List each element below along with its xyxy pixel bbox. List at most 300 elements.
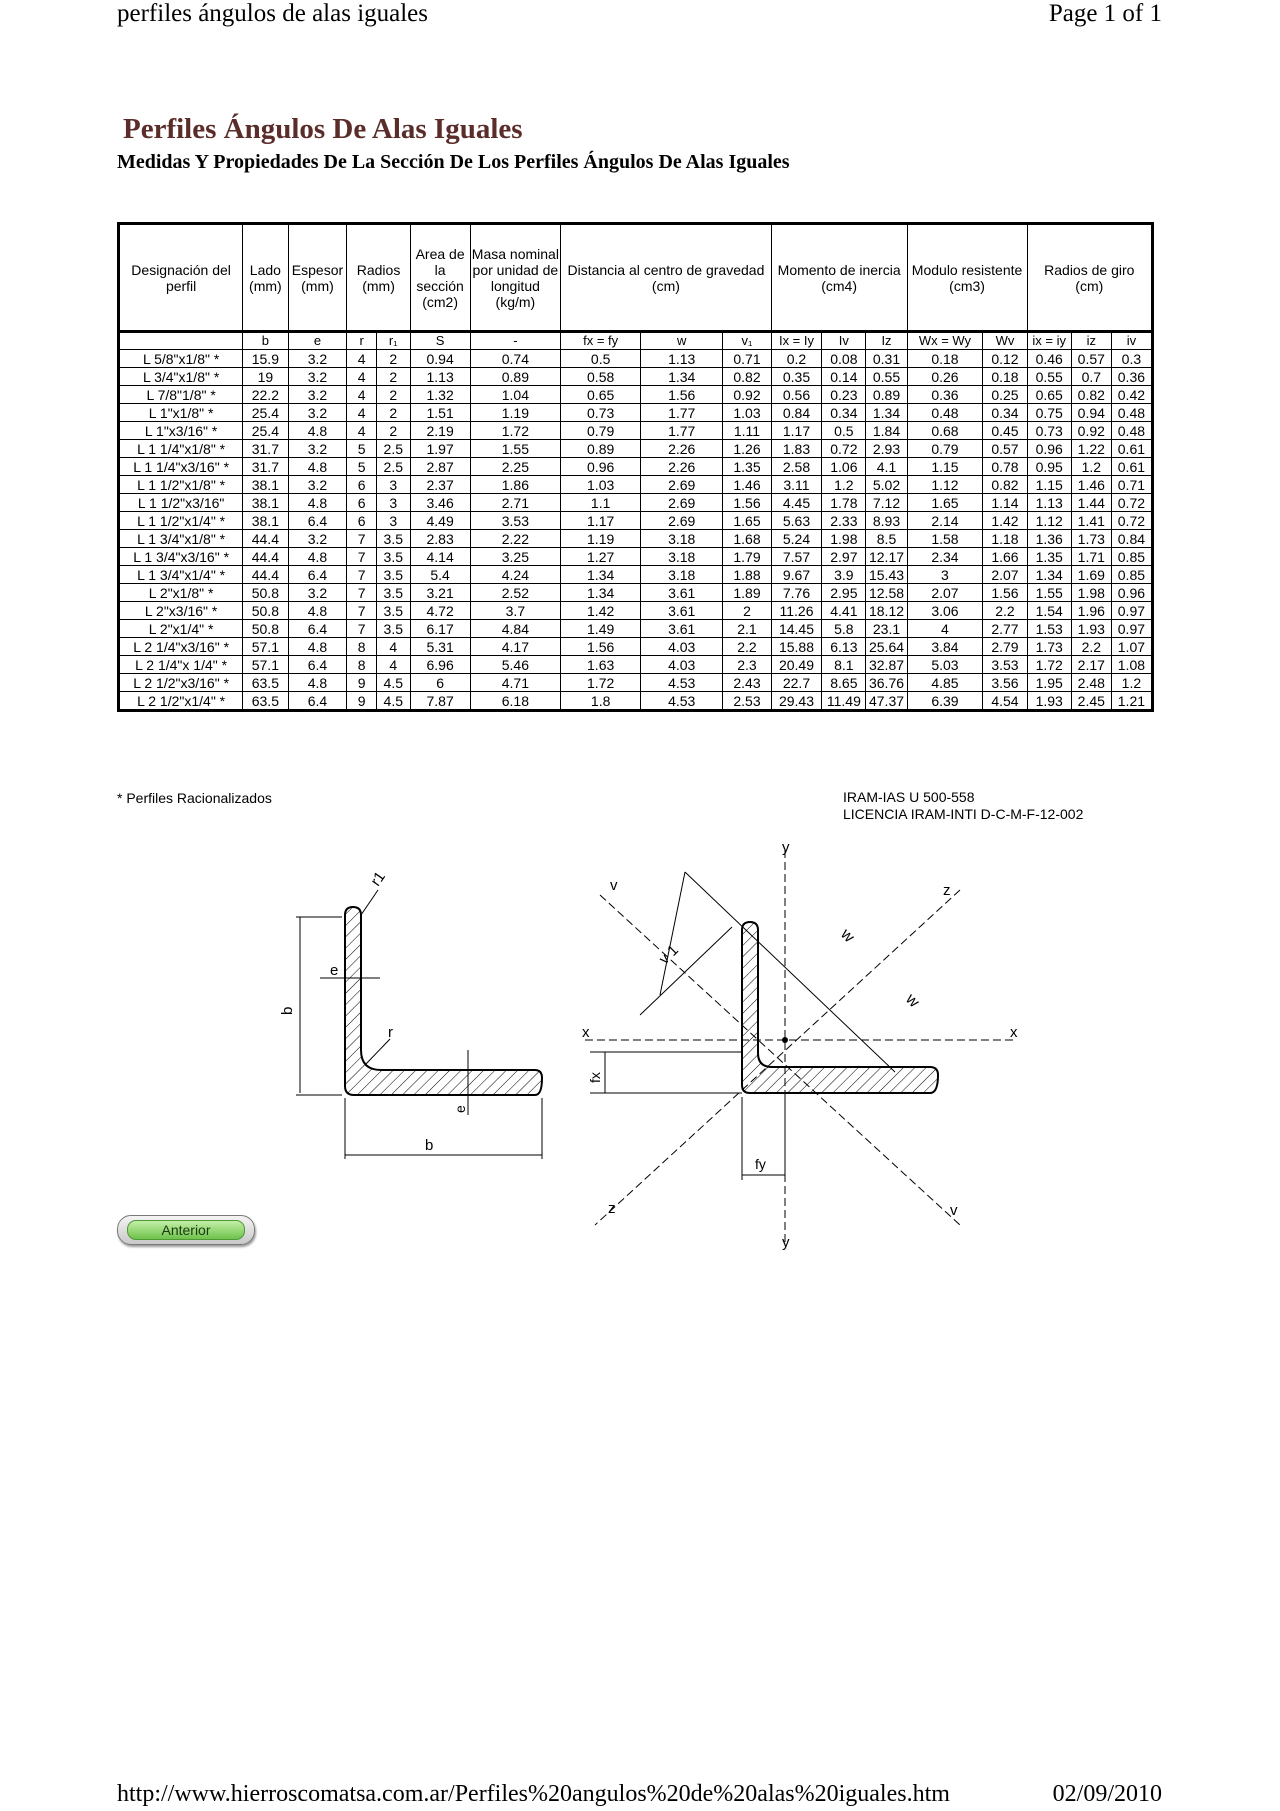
table-cell: 0.84 (771, 404, 822, 422)
table-cell: 57.1 (243, 656, 288, 674)
table-cell: 0.55 (866, 368, 907, 386)
table-cell: 3 (376, 494, 410, 512)
label-v-bottom: v (950, 1202, 958, 1219)
table-cell: 4 (347, 368, 376, 386)
table-cell: 0.48 (1111, 422, 1152, 440)
table-cell: 1.79 (723, 548, 771, 566)
table-cell: 7 (347, 602, 376, 620)
table-cell: 1.03 (723, 404, 771, 422)
table-cell: 1.18 (983, 530, 1027, 548)
table-cell: 1.07 (1111, 638, 1152, 656)
licencia-label: LICENCIA IRAM-INTI D-C-M-F-12-002 (843, 806, 1084, 822)
table-cell: 0.61 (1111, 458, 1152, 476)
table-cell: 1.89 (723, 584, 771, 602)
table-cell: 2.58 (771, 458, 822, 476)
table-cell: 36.76 (866, 674, 907, 692)
table-cell: 1.13 (410, 368, 470, 386)
table-cell: 2.14 (907, 512, 983, 530)
table-cell: 1.88 (723, 566, 771, 584)
table-cell: 3.11 (771, 476, 822, 494)
label-v1: v 1 (655, 941, 682, 968)
table-cell: 12.58 (866, 584, 907, 602)
table-cell: 3.53 (983, 656, 1027, 674)
table-cell: 22.7 (771, 674, 822, 692)
table-cell: 7.12 (866, 494, 907, 512)
properties-table (117, 222, 1154, 712)
table-cell: 1.35 (1027, 548, 1071, 566)
table-cell: 4.5 (376, 674, 410, 692)
symbol-cell: ix = iy (1027, 332, 1071, 350)
table-cell: 1.65 (907, 494, 983, 512)
table-cell: 1.68 (723, 530, 771, 548)
table-cell: 2 (723, 602, 771, 620)
table-cell: 1.04 (470, 386, 561, 404)
symbol-cell: e (288, 332, 347, 350)
header-distancia: Distancia al centro de gravedad (cm) (561, 224, 772, 332)
label-e-side: e (452, 1105, 468, 1113)
table-cell: 7 (347, 548, 376, 566)
table-cell: 1.54 (1027, 602, 1071, 620)
table-cell: 6.4 (288, 692, 347, 711)
profile-designation: L 1 1/2"x1/8" * (119, 476, 243, 494)
table-cell: 1.78 (822, 494, 866, 512)
symbol-cell: Wx = Wy (907, 332, 983, 350)
table-cell: 5.24 (771, 530, 822, 548)
table-cell: 5.03 (907, 656, 983, 674)
table-cell: 0.7 (1071, 368, 1111, 386)
table-cell: 5.31 (410, 638, 470, 656)
table-header-row (119, 224, 1153, 332)
header-lado: Lado (mm) (243, 224, 288, 332)
table-cell: 2 (376, 368, 410, 386)
table-cell: 2 (376, 386, 410, 404)
table-cell: 0.72 (822, 440, 866, 458)
table-cell: 5.4 (410, 566, 470, 584)
table-cell: 2.69 (641, 512, 723, 530)
table-cell: 8.1 (822, 656, 866, 674)
table-cell: 0.25 (983, 386, 1027, 404)
table-cell: 14.45 (771, 620, 822, 638)
symbol-cell: iz (1071, 332, 1111, 350)
label-r1: r1 (367, 868, 389, 890)
table-cell: 1.42 (561, 602, 641, 620)
table-cell: 2.83 (410, 530, 470, 548)
table-cell: 6.18 (470, 692, 561, 711)
table-cell: 2.52 (470, 584, 561, 602)
table-cell: 1.51 (410, 404, 470, 422)
table-cell: 0.5 (822, 422, 866, 440)
table-cell: 0.5 (561, 350, 641, 368)
table-cell: 2.25 (470, 458, 561, 476)
profile-designation: L 2 1/4"x3/16" * (119, 638, 243, 656)
table-cell: 63.5 (243, 674, 288, 692)
table-cell: 6.4 (288, 620, 347, 638)
table-cell: 4.24 (470, 566, 561, 584)
table-cell: 0.31 (866, 350, 907, 368)
table-cell: 1.13 (641, 350, 723, 368)
table-cell: 1.95 (1027, 674, 1071, 692)
table-cell: 3.5 (376, 530, 410, 548)
table-cell: 3.7 (470, 602, 561, 620)
symbol-cell: Wv (983, 332, 1027, 350)
table-cell: 2.2 (1071, 638, 1111, 656)
table-cell: 0.56 (771, 386, 822, 404)
table-cell: 6.39 (907, 692, 983, 711)
table-cell: 3.18 (641, 530, 723, 548)
table-cell: 0.78 (983, 458, 1027, 476)
table-cell: 0.36 (1111, 368, 1152, 386)
table-cell: 50.8 (243, 620, 288, 638)
table-cell: 12.17 (866, 548, 907, 566)
table-row (119, 656, 1153, 674)
table-cell: 47.37 (866, 692, 907, 711)
label-fy: fy (755, 1156, 766, 1172)
table-cell: 8.65 (822, 674, 866, 692)
table-cell: 3.56 (983, 674, 1027, 692)
anterior-button[interactable] (117, 1215, 255, 1245)
table-cell: 0.71 (1111, 476, 1152, 494)
table-cell: 1.56 (723, 494, 771, 512)
header-modulo: Modulo resistente (cm3) (907, 224, 1027, 332)
table-cell: 6 (410, 674, 470, 692)
table-cell: 1.11 (723, 422, 771, 440)
table-cell: 3.53 (470, 512, 561, 530)
profile-designation: L 7/8"1/8" * (119, 386, 243, 404)
table-cell: 0.82 (983, 476, 1027, 494)
symbol-cell: iv (1111, 332, 1152, 350)
table-cell: 0.89 (470, 368, 561, 386)
table-cell: 1.17 (561, 512, 641, 530)
table-cell: 0.2 (771, 350, 822, 368)
profile-designation: L 2"x1/4" * (119, 620, 243, 638)
table-cell: 3.9 (822, 566, 866, 584)
table-cell: 6.4 (288, 512, 347, 530)
label-b-horizontal: b (425, 1137, 434, 1154)
table-row (119, 674, 1153, 692)
table-cell: 8 (347, 638, 376, 656)
table-cell: 0.94 (1071, 404, 1111, 422)
header-radios-giro: Radios de giro (cm) (1027, 224, 1152, 332)
table-cell: 0.35 (771, 368, 822, 386)
label-fx: fx (587, 1072, 603, 1083)
table-cell: 1.73 (1027, 638, 1071, 656)
table-row (119, 638, 1153, 656)
symbol-cell (119, 332, 243, 350)
header-espesor: Espesor (mm) (288, 224, 347, 332)
table-cell: 2.37 (410, 476, 470, 494)
table-cell: 6 (347, 476, 376, 494)
table-cell: 0.71 (723, 350, 771, 368)
table-cell: 3.25 (470, 548, 561, 566)
footer-url: http://www.hierroscomatsa.com.ar/Perfiles%20angulos%20de%20alas%20iguales.htm (117, 1781, 950, 1807)
table-cell: 4.03 (641, 638, 723, 656)
table-cell: 1.15 (907, 458, 983, 476)
table-cell: 1.14 (983, 494, 1027, 512)
table-cell: 1.2 (822, 476, 866, 494)
angle-profile-diagram (270, 865, 560, 1160)
table-cell: 0.97 (1111, 602, 1152, 620)
table-cell: 0.57 (983, 440, 1027, 458)
table-cell: 1.15 (1027, 476, 1071, 494)
profile-designation: L 1 1/4"x1/8" * (119, 440, 243, 458)
table-cell: 3.5 (376, 602, 410, 620)
table-cell: 4.5 (376, 692, 410, 711)
table-cell: 0.72 (1111, 512, 1152, 530)
label-b-vertical: b (279, 1006, 296, 1015)
table-cell: 7 (347, 566, 376, 584)
header-masa: Masa nominal por unidad de longitud (kg/m) (470, 224, 561, 332)
table-cell: 2.53 (723, 692, 771, 711)
table-cell: 3.61 (641, 584, 723, 602)
table-cell: 4 (376, 638, 410, 656)
table-cell: 0.46 (1027, 350, 1071, 368)
table-cell: 15.43 (866, 566, 907, 584)
table-cell: 0.89 (866, 386, 907, 404)
table-cell: 3.2 (288, 476, 347, 494)
table-cell: 1.56 (983, 584, 1027, 602)
table-cell: 3.18 (641, 566, 723, 584)
table-cell: 4.54 (983, 692, 1027, 711)
table-cell: 2.26 (641, 458, 723, 476)
table-cell: 3.2 (288, 584, 347, 602)
table-cell: 4.53 (641, 692, 723, 711)
footnote-racionalizados: * Perfiles Racionalizados (117, 790, 272, 806)
profile-designation: L 2"x1/8" * (119, 584, 243, 602)
table-cell: 2.34 (907, 548, 983, 566)
table-cell: 4.14 (410, 548, 470, 566)
table-cell: 1.46 (1071, 476, 1111, 494)
table-cell: 4.17 (470, 638, 561, 656)
header-area: Area de la sección (cm2) (410, 224, 470, 332)
profile-designation: L 2"x3/16" * (119, 602, 243, 620)
profile-designation: L 1"x3/16" * (119, 422, 243, 440)
table-cell: 1.71 (1071, 548, 1111, 566)
table-cell: 1.77 (641, 404, 723, 422)
table-cell: 4.8 (288, 674, 347, 692)
table-cell: 1.27 (561, 548, 641, 566)
table-cell: 0.94 (410, 350, 470, 368)
table-row (119, 368, 1153, 386)
table-cell: 2.97 (822, 548, 866, 566)
table-cell: 5.02 (866, 476, 907, 494)
profile-designation: L 1 1/4"x3/16" * (119, 458, 243, 476)
table-cell: 57.1 (243, 638, 288, 656)
profile-designation: L 2 1/4"x 1/4" * (119, 656, 243, 674)
table-cell: 1.84 (866, 422, 907, 440)
table-row (119, 602, 1153, 620)
table-cell: 20.49 (771, 656, 822, 674)
table-cell: 0.14 (822, 368, 866, 386)
label-x-left: x (582, 1024, 590, 1041)
table-cell: 0.3 (1111, 350, 1152, 368)
table-cell: 4.49 (410, 512, 470, 530)
table-cell: 0.79 (907, 440, 983, 458)
table-cell: 0.26 (907, 368, 983, 386)
table-cell: 4.8 (288, 494, 347, 512)
table-cell: 0.34 (822, 404, 866, 422)
table-cell: 0.57 (1071, 350, 1111, 368)
table-cell: 0.65 (561, 386, 641, 404)
table-cell: 3.5 (376, 620, 410, 638)
table-cell: 15.88 (771, 638, 822, 656)
table-cell: 2.48 (1071, 674, 1111, 692)
table-cell: 1.36 (1027, 530, 1071, 548)
table-cell: 11.26 (771, 602, 822, 620)
table-cell: 1.46 (723, 476, 771, 494)
table-cell: 3.61 (641, 602, 723, 620)
table-cell: 2.69 (641, 494, 723, 512)
table-cell: 38.1 (243, 476, 288, 494)
table-row (119, 548, 1153, 566)
table-cell: 4.53 (641, 674, 723, 692)
table-cell: 1.86 (470, 476, 561, 494)
table-cell: 4.72 (410, 602, 470, 620)
table-row (119, 620, 1153, 638)
table-cell: 38.1 (243, 512, 288, 530)
table-cell: 9 (347, 692, 376, 711)
norma-label: IRAM-IAS U 500-558 (843, 789, 975, 805)
table-cell: 63.5 (243, 692, 288, 711)
table-cell: 0.95 (1027, 458, 1071, 476)
table-cell: 2.71 (470, 494, 561, 512)
table-cell: 4 (376, 656, 410, 674)
browser-page-title: perfiles ángulos de alas iguales (117, 0, 429, 27)
table-cell: 0.96 (561, 458, 641, 476)
table-cell: 1.69 (1071, 566, 1111, 584)
table-cell: 2.17 (1071, 656, 1111, 674)
header-momento: Momento de inercia (cm4) (771, 224, 907, 332)
table-cell: 6.4 (288, 656, 347, 674)
table-cell: 4 (347, 350, 376, 368)
table-cell: 1.34 (866, 404, 907, 422)
table-cell: 2.5 (376, 440, 410, 458)
table-cell: 3.84 (907, 638, 983, 656)
table-cell: 22.2 (243, 386, 288, 404)
table-cell: 1.53 (1027, 620, 1071, 638)
label-r: r (388, 1024, 393, 1041)
table-cell: 4.8 (288, 458, 347, 476)
table-cell: 11.49 (822, 692, 866, 711)
table-cell: 5 (347, 440, 376, 458)
table-cell: 2.3 (723, 656, 771, 674)
table-cell: 3.21 (410, 584, 470, 602)
symbol-cell: - (470, 332, 561, 350)
table-cell: 2.07 (983, 566, 1027, 584)
table-cell: 1.19 (470, 404, 561, 422)
table-cell: 1.58 (907, 530, 983, 548)
table-cell: 50.8 (243, 584, 288, 602)
table-cell: 3.2 (288, 440, 347, 458)
table-cell: 2.93 (866, 440, 907, 458)
table-cell: 4.41 (822, 602, 866, 620)
profile-designation: L 1 3/4"x1/8" * (119, 530, 243, 548)
table-cell: 0.74 (470, 350, 561, 368)
profile-designation: L 2 1/2"x3/16" * (119, 674, 243, 692)
table-cell: 4 (907, 620, 983, 638)
table-cell: 0.73 (1027, 422, 1071, 440)
table-cell: 1.13 (1027, 494, 1071, 512)
table-cell: 2.79 (983, 638, 1027, 656)
table-cell: 2.95 (822, 584, 866, 602)
table-cell: 6.4 (288, 566, 347, 584)
table-cell: 1.08 (1111, 656, 1152, 674)
table-cell: 4.8 (288, 638, 347, 656)
table-row (119, 494, 1153, 512)
table-row (119, 404, 1153, 422)
symbol-cell: fx = fy (561, 332, 641, 350)
profile-designation: L 5/8"x1/8" * (119, 350, 243, 368)
table-cell: 4.1 (866, 458, 907, 476)
table-cell: 9.67 (771, 566, 822, 584)
table-cell: 3 (907, 566, 983, 584)
table-cell: 4 (347, 386, 376, 404)
table-cell: 44.4 (243, 530, 288, 548)
label-x-right: x (1010, 1024, 1018, 1041)
profile-designation: L 1 1/2"x1/4" * (119, 512, 243, 530)
table-cell: 0.34 (983, 404, 1027, 422)
table-cell: 5 (347, 458, 376, 476)
table-cell: 7 (347, 584, 376, 602)
table-cell: 1.72 (470, 422, 561, 440)
table-cell: 0.08 (822, 350, 866, 368)
table-cell: 15.9 (243, 350, 288, 368)
table-cell: 31.7 (243, 458, 288, 476)
header-designacion: Designación del perfil (119, 224, 243, 332)
table-cell: 0.96 (1027, 440, 1071, 458)
table-cell: 1.1 (561, 494, 641, 512)
table-cell: 2.77 (983, 620, 1027, 638)
table-cell: 5.8 (822, 620, 866, 638)
table-cell: 38.1 (243, 494, 288, 512)
table-cell: 3.2 (288, 350, 347, 368)
table-cell: 1.42 (983, 512, 1027, 530)
label-z-top: z (943, 882, 951, 899)
label-w-bottom: w (902, 990, 923, 1012)
table-cell: 1.8 (561, 692, 641, 711)
table-cell: 4.71 (470, 674, 561, 692)
label-z-bottom: z (608, 1200, 616, 1217)
header-radios: Radios (mm) (347, 224, 410, 332)
table-cell: 2 (376, 404, 410, 422)
table-cell: 44.4 (243, 548, 288, 566)
table-cell: 2.22 (470, 530, 561, 548)
table-cell: 3.2 (288, 530, 347, 548)
table-cell: 5.63 (771, 512, 822, 530)
table-cell: 0.68 (907, 422, 983, 440)
table-cell: 1.41 (1071, 512, 1111, 530)
table-cell: 1.55 (470, 440, 561, 458)
symbol-cell: S (410, 332, 470, 350)
table-cell: 4.8 (288, 548, 347, 566)
table-cell: 4.85 (907, 674, 983, 692)
symbol-cell: w (641, 332, 723, 350)
label-v-top: v (610, 877, 618, 894)
table-cell: 1.63 (561, 656, 641, 674)
table-cell: 0.97 (1111, 620, 1152, 638)
table-cell: 0.45 (983, 422, 1027, 440)
table-cell: 25.4 (243, 422, 288, 440)
page-number: Page 1 of 1 (1048, 0, 1162, 27)
table-cell: 3.06 (907, 602, 983, 620)
table-row (119, 584, 1153, 602)
table-cell: 3 (376, 512, 410, 530)
label-y-top: y (782, 839, 790, 856)
table-row (119, 350, 1153, 368)
symbol-cell: b (243, 332, 288, 350)
table-cell: 4.84 (470, 620, 561, 638)
table-cell: 7.57 (771, 548, 822, 566)
table-cell: 5.46 (470, 656, 561, 674)
